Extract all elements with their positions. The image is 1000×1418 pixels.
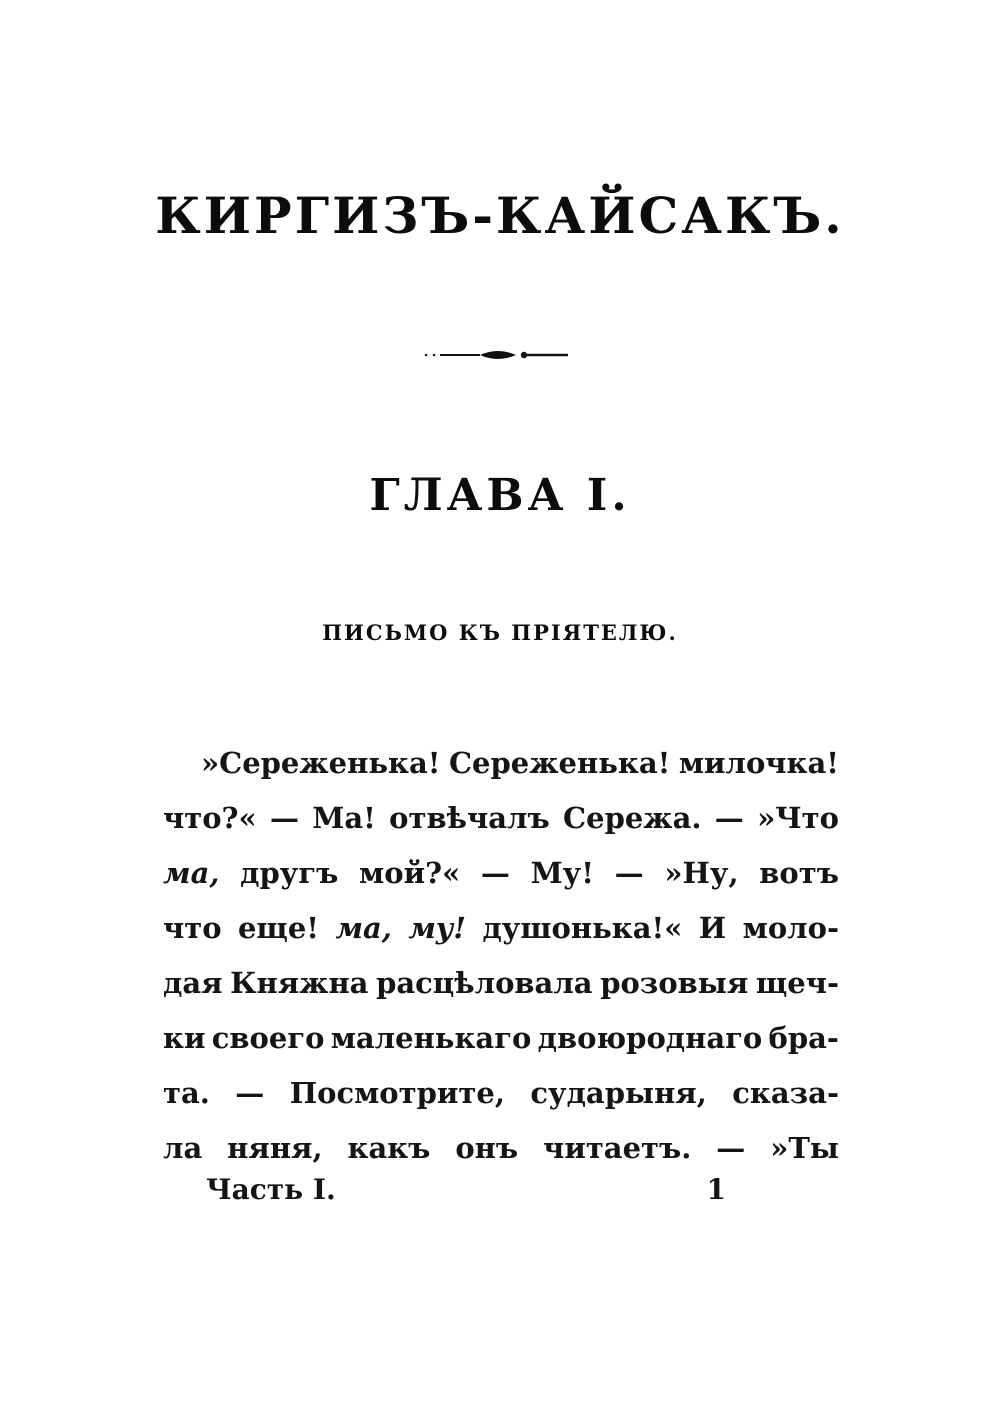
- word: читаетъ.: [543, 1131, 692, 1165]
- word: другъ: [240, 856, 339, 890]
- word: ма,: [163, 856, 220, 890]
- word: »Ты: [770, 1131, 839, 1165]
- part-label: Часть I.: [206, 1173, 336, 1206]
- word: —: [714, 801, 744, 835]
- word: двоюроднаго: [537, 1021, 763, 1055]
- word: И: [698, 911, 727, 945]
- ornament-divider: [420, 344, 570, 366]
- word: »Сереженька!: [201, 746, 441, 780]
- word: своего: [211, 1021, 325, 1055]
- word: —: [480, 856, 510, 890]
- word: ки: [163, 1021, 206, 1055]
- word: —: [235, 1076, 265, 1110]
- word: вотъ: [759, 856, 839, 890]
- word: сударыня,: [530, 1076, 707, 1110]
- page-number: 1: [706, 1173, 726, 1206]
- word: ма,: [335, 911, 392, 945]
- word: Сережа.: [563, 801, 702, 835]
- word: моло-: [742, 911, 839, 945]
- word: му!: [408, 911, 466, 945]
- word: милочка!: [678, 746, 839, 780]
- text-line: [163, 1011, 839, 1066]
- word: Ма!: [312, 801, 376, 835]
- word: Княжна: [230, 966, 369, 1000]
- text-line: [163, 901, 839, 956]
- word: бра-: [768, 1021, 839, 1055]
- word: маленькаго: [330, 1021, 532, 1055]
- word: »Ну,: [664, 856, 739, 890]
- chapter-heading: ГЛАВА I.: [369, 470, 631, 521]
- word: отвѣчалъ: [389, 801, 550, 835]
- word: та.: [163, 1076, 210, 1110]
- word: ла: [163, 1131, 203, 1165]
- word: мой?«: [359, 856, 461, 890]
- word: Му!: [530, 856, 594, 890]
- word: щеч-: [755, 966, 839, 1000]
- word: что?«: [163, 801, 257, 835]
- word: розовыя: [600, 966, 749, 1000]
- text-line: [163, 956, 839, 1011]
- word: онъ: [455, 1131, 519, 1165]
- word: расцѣловала: [376, 966, 593, 1000]
- word: сказа-: [732, 1076, 839, 1110]
- word: Посмотрите,: [289, 1076, 505, 1110]
- text-line: [163, 791, 839, 846]
- word: »Что: [757, 801, 839, 835]
- book-title: КИРГИЗЪ-КАЙСАКЪ.: [155, 186, 845, 245]
- text-line: [163, 846, 839, 901]
- word: Сереженька!: [448, 746, 671, 780]
- body-text: [163, 736, 839, 1176]
- word: —: [614, 856, 644, 890]
- word: какъ: [347, 1131, 431, 1165]
- text-line: [163, 1066, 839, 1121]
- word: —: [269, 801, 299, 835]
- word: что: [163, 911, 222, 945]
- word: душонька!«: [482, 911, 683, 945]
- word: —: [716, 1131, 746, 1165]
- chapter-subtitle: ПИСЬМО КЪ ПРІЯТЕЛЮ.: [322, 620, 678, 645]
- text-line: [163, 736, 839, 791]
- word: няня,: [227, 1131, 323, 1165]
- page-footer: [206, 1166, 726, 1214]
- word: дая: [163, 966, 223, 1000]
- word: еще!: [237, 911, 319, 945]
